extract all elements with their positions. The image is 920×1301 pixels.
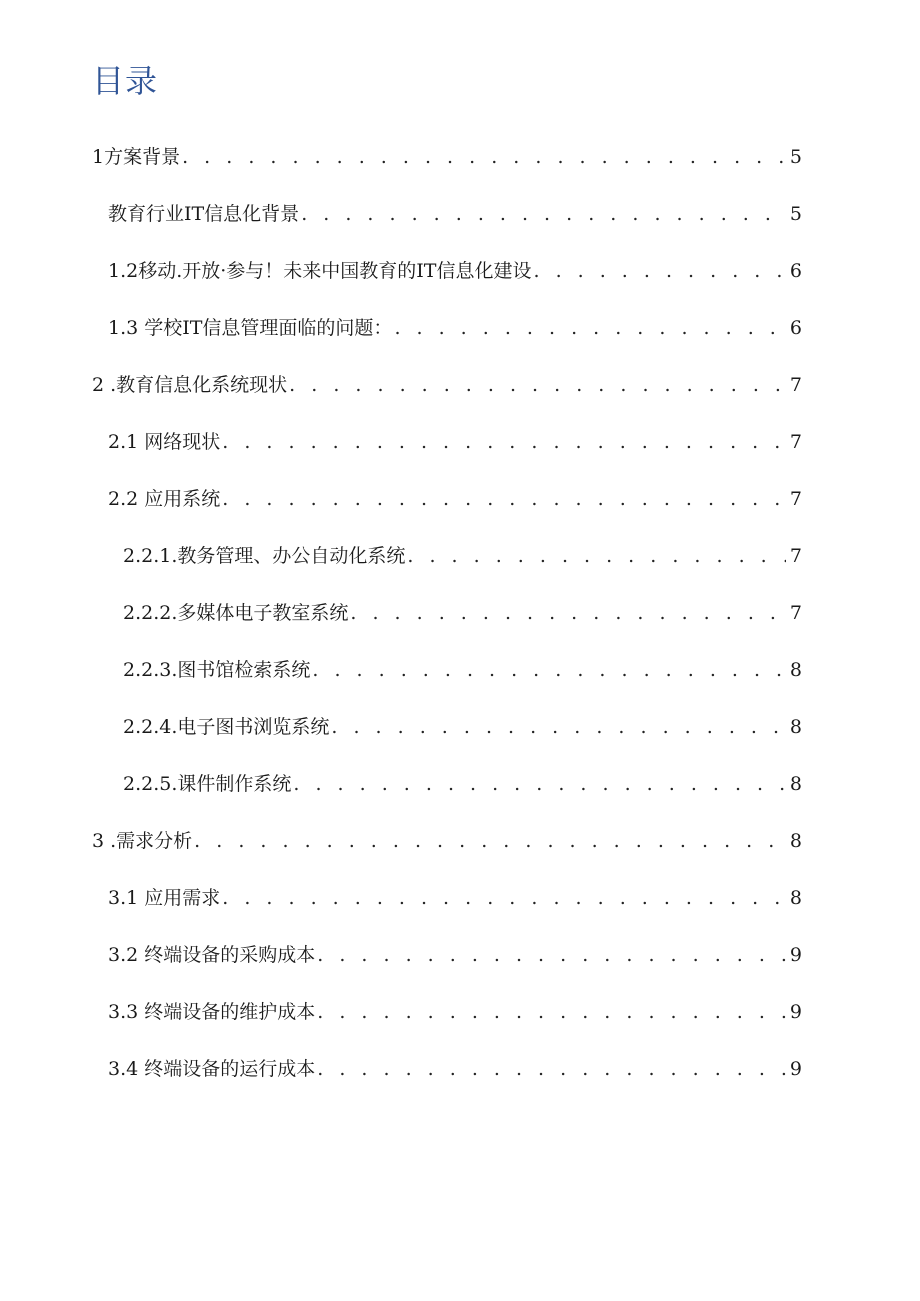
dot-leader bbox=[289, 376, 786, 395]
toc-entry-page: 7 bbox=[789, 545, 802, 567]
toc-entry-page: 8 bbox=[789, 830, 802, 852]
toc-entry-label: 2.2.3.图书馆检索系统 bbox=[123, 659, 311, 681]
dot-leader bbox=[301, 205, 786, 224]
toc-entry-page: 9 bbox=[789, 944, 802, 966]
dot-leader bbox=[312, 661, 786, 680]
toc-entry-page: 6 bbox=[789, 317, 802, 339]
dot-leader bbox=[533, 262, 786, 281]
toc-entry-label: 2.1 网络现状 bbox=[108, 431, 221, 453]
toc-entry-page: 9 bbox=[789, 1001, 802, 1023]
dot-leader bbox=[194, 832, 786, 851]
toc-entry[interactable] bbox=[108, 876, 802, 908]
toc-entry[interactable] bbox=[108, 477, 802, 509]
toc-entry-page: 8 bbox=[789, 887, 802, 909]
toc-entry[interactable] bbox=[123, 648, 802, 680]
dot-leader bbox=[317, 946, 786, 965]
dot-leader bbox=[331, 718, 786, 737]
dot-leader bbox=[182, 148, 786, 167]
dot-leader bbox=[394, 319, 786, 338]
dot-leader bbox=[350, 604, 786, 623]
toc-entry-label: 2.2.4.电子图书浏览系统 bbox=[123, 716, 330, 738]
toc-entry-page: 7 bbox=[789, 374, 802, 396]
toc-entry[interactable] bbox=[92, 363, 802, 395]
toc-entry-label: 教育行业IT信息化背景 bbox=[108, 203, 300, 225]
toc-entry[interactable] bbox=[92, 135, 802, 167]
toc-entry[interactable] bbox=[92, 819, 802, 851]
toc-entry-page: 5 bbox=[789, 146, 802, 168]
toc-entry-page: 8 bbox=[789, 716, 802, 738]
toc-entry[interactable] bbox=[108, 249, 802, 281]
toc-entry-label: 1方案背景 bbox=[92, 146, 181, 168]
toc-entry-label: 3 .需求分析 bbox=[92, 830, 193, 852]
toc-entry-page: 7 bbox=[789, 431, 802, 453]
toc-entry-label: 2.2.5.课件制作系统 bbox=[123, 773, 292, 795]
toc-entry-page: 8 bbox=[789, 659, 802, 681]
toc-entry[interactable] bbox=[108, 933, 802, 965]
toc-entry-label: 1.3 学校IT信息管理面临的问题： bbox=[108, 317, 393, 339]
toc-entry-label: 1.2移动.开放·参与！未来中国教育的IT信息化建设 bbox=[108, 260, 532, 282]
dot-leader bbox=[317, 1003, 786, 1022]
toc-entry-page: 7 bbox=[789, 602, 802, 624]
toc-entry-label: 3.3 终端设备的维护成本 bbox=[108, 1001, 316, 1023]
toc-entry[interactable] bbox=[108, 1047, 802, 1079]
toc-entry-page: 9 bbox=[789, 1058, 802, 1080]
toc-entry-page: 7 bbox=[789, 488, 802, 510]
toc-entry-page: 8 bbox=[789, 773, 802, 795]
dot-leader bbox=[317, 1060, 786, 1079]
dot-leader bbox=[222, 490, 786, 509]
toc-entry-page: 6 bbox=[789, 260, 802, 282]
toc-entry-page: 5 bbox=[789, 203, 802, 225]
toc-entry[interactable] bbox=[108, 420, 802, 452]
dot-leader bbox=[407, 547, 786, 566]
toc-entry[interactable] bbox=[123, 591, 802, 623]
toc-entry-label: 2.2 应用系统 bbox=[108, 488, 221, 510]
toc-entry-label: 3.2 终端设备的采购成本 bbox=[108, 944, 316, 966]
toc-entry[interactable] bbox=[108, 192, 802, 224]
toc-entry[interactable] bbox=[123, 534, 802, 566]
dot-leader bbox=[222, 433, 786, 452]
toc-entry[interactable] bbox=[123, 762, 802, 794]
toc-entry-label: 2.2.1.教务管理、办公自动化系统 bbox=[123, 545, 406, 567]
toc-title: 目录 bbox=[92, 62, 159, 100]
toc-entry-label: 2 .教育信息化系统现状 bbox=[92, 374, 288, 396]
toc-entry[interactable] bbox=[123, 705, 802, 737]
toc-entry[interactable] bbox=[108, 306, 802, 338]
dot-leader bbox=[293, 775, 786, 794]
toc-entry-label: 3.4 终端设备的运行成本 bbox=[108, 1058, 316, 1080]
dot-leader bbox=[222, 889, 786, 908]
toc-entry[interactable] bbox=[108, 990, 802, 1022]
toc-entry-label: 3.1 应用需求 bbox=[108, 887, 221, 909]
toc-entry-label: 2.2.2.多媒体电子教室系统 bbox=[123, 602, 349, 624]
